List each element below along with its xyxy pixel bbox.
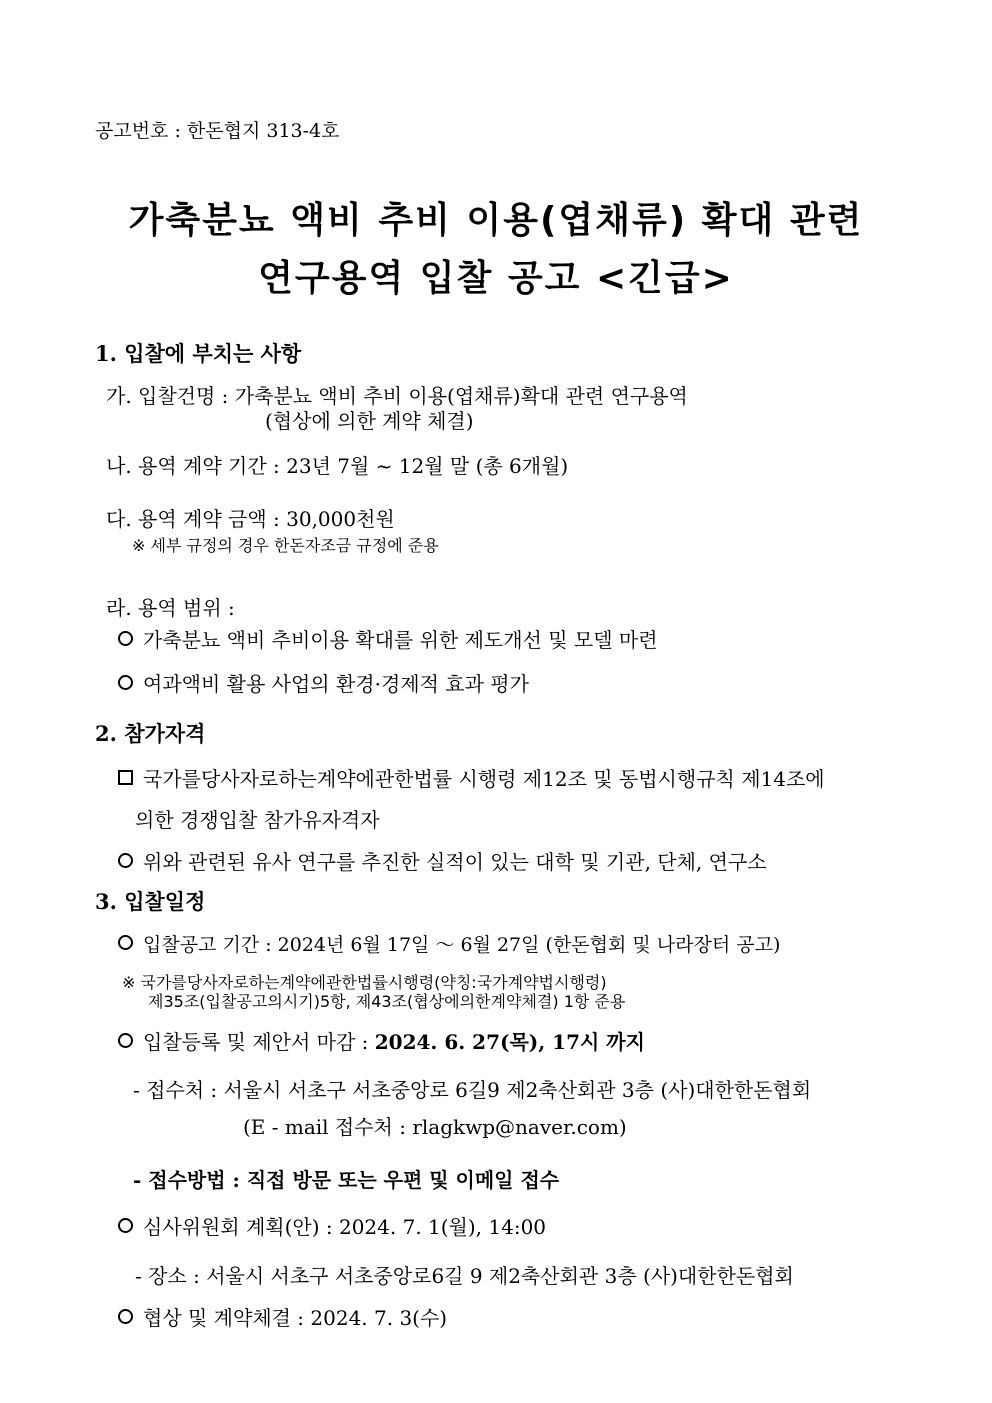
deadline-label: 입찰등록 및 제안서 마감 : xyxy=(143,1030,375,1054)
committee-plan xyxy=(118,1211,546,1240)
qualification-text: 위와 관련된 유사 연구를 추진한 실적이 있는 대학 및 기관, 단체, 연구소 xyxy=(143,850,767,874)
section2-heading: 2. 참가자격 xyxy=(95,721,206,746)
receipt-method: - 접수방법 : 직접 방문 또는 우편 및 이메일 접수 xyxy=(133,1168,560,1192)
circle-bullet-icon xyxy=(118,1033,133,1048)
contract-amount: 다. 용역 계약 금액 : 30,000천원 xyxy=(106,507,395,531)
circle-bullet-icon xyxy=(118,675,133,690)
circle-bullet-icon xyxy=(118,1309,133,1324)
period-note-line2: 제35조(입찰공고의시기)5항, 제43조(협상에의한계약체결) 1항 준용 xyxy=(148,992,626,1011)
scope-item xyxy=(118,668,529,697)
qualification-item xyxy=(118,846,767,875)
service-scope-label: 라. 용역 범위 : xyxy=(106,596,235,620)
section3-heading: 3. 입찰일정 xyxy=(95,889,206,914)
bid-notice-period xyxy=(118,930,780,957)
bid-name-contract-type: (협상에 의한 계약 체결) xyxy=(265,409,474,433)
section1-heading: 1. 입찰에 부치는 사항 xyxy=(95,341,302,366)
circle-bullet-icon xyxy=(118,1218,133,1233)
circle-bullet-icon xyxy=(118,853,133,868)
circle-bullet-icon xyxy=(118,935,133,950)
committee-place: - 장소 : 서울시 서초구 서초중앙로6길 9 제2축산회관 3층 (사)대한한돈협회 xyxy=(135,1264,794,1288)
scope-item-text: 여과액비 활용 사업의 환경·경제적 효과 평가 xyxy=(143,672,529,696)
qualification-item-cont: 의한 경쟁입찰 참가유자격자 xyxy=(135,808,380,832)
negotiation-contract xyxy=(118,1302,447,1331)
notice-number: 공고번호 : 한돈협지 313-4호 xyxy=(95,120,340,142)
committee-plan-text: 심사위원회 계획(안) : 2024. 7. 1(월), 14:00 xyxy=(143,1215,547,1239)
contract-amount-note: ※ 세부 규정의 경우 한돈자조금 규정에 준용 xyxy=(132,536,439,555)
deadline-value: 2024. 6. 27(목), 17시 까지 xyxy=(374,1030,645,1054)
scope-item-text: 가축분뇨 액비 추비이용 확대를 위한 제도개선 및 모델 마련 xyxy=(143,628,658,652)
circle-bullet-icon xyxy=(118,631,133,646)
qualification-item xyxy=(118,763,825,792)
bid-name: 가. 입찰건명 : 가축분뇨 액비 추비 이용(엽채류)확대 관련 연구용역 xyxy=(106,384,688,408)
page-title-line1: 가축분뇨 액비 추비 이용(엽채류) 확대 관련 xyxy=(128,200,864,241)
negotiation-contract-text: 협상 및 계약체결 : 2024. 7. 3(수) xyxy=(143,1306,448,1330)
receipt-email: (E - mail 접수처 : rlagkwp@naver.com) xyxy=(243,1115,627,1139)
page-title-line2: 연구용역 입찰 공고 <긴급> xyxy=(258,258,734,299)
period-note-line1: ※ 국가를당사자로하는계약에관한법률시행령(약칭:국가계약법시행령) xyxy=(122,973,607,992)
scope-item xyxy=(118,624,658,653)
contract-period: 나. 용역 계약 기간 : 23년 7월 ~ 12월 말 (총 6개월) xyxy=(106,454,569,478)
qualification-text: 국가를당사자로하는계약에관한법률 시행령 제12조 및 동법시행규칙 제14조에 xyxy=(143,767,825,791)
receipt-location: - 접수처 : 서울시 서초구 서초중앙로 6길9 제2축산회관 3층 (사)대한한돈협회 xyxy=(133,1078,812,1102)
registration-deadline xyxy=(118,1026,645,1055)
square-bullet-icon xyxy=(118,770,133,785)
bid-notice-period-text: 입찰공고 기간 : 2024년 6월 17일 ～ 6월 27일 (한돈협회 및 나라장터 공고) xyxy=(143,934,781,956)
